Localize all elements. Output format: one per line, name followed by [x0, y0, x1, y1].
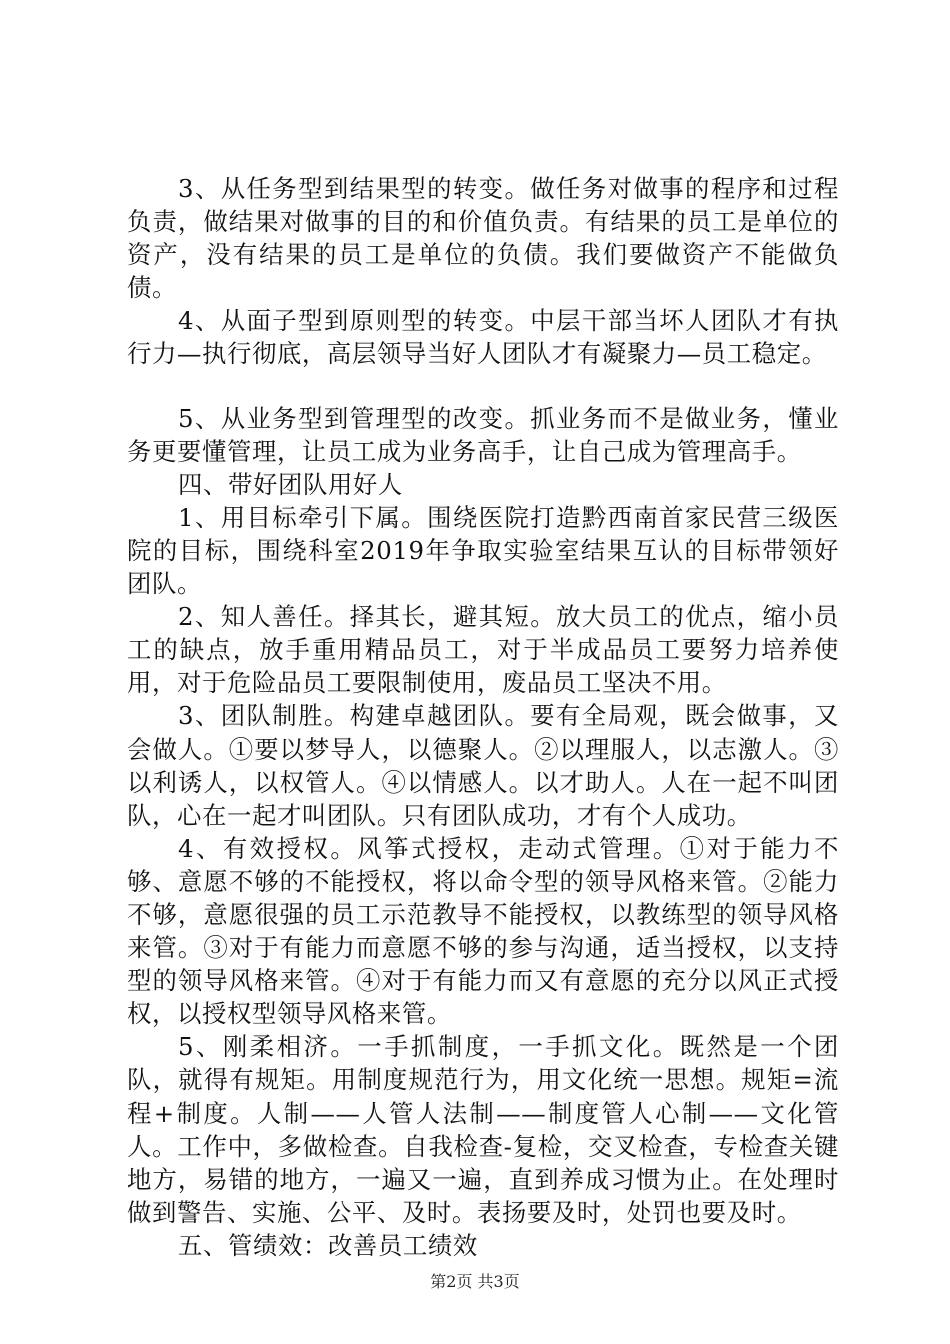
paragraph-principle-oriented: 4、从面子型到原则型的转变。中层干部当坏人团队才有执行力—执行彻底，高层领导当好人团队才有凝聚力—员工稳定。 [127, 306, 839, 369]
paragraph-management-oriented: 5、从业务型到管理型的改变。抓业务而不是做业务，懂业务更要懂管理，让员工成为业务高手，让自己成为管理高手。 [127, 403, 839, 466]
document-body [127, 172, 839, 1262]
paragraph-team-win: 3、团队制胜。构建卓越团队。要有全局观，既会做事，又会做人。①要以梦导人，以德聚人。②以理服人，以志激人。③以利诱人，以权管人。④以情感人。以才助人。人在一起不叫团队，心在一起才叫团队。只有团队成功，才有个人成功。 [127, 701, 839, 830]
page-footer [0, 1272, 950, 1292]
paragraph-goal-leading: 1、用目标牵引下属。围绕医院打造黔西南首家民营三级医院的目标，围绕科室2019年争取实验室结果互认的目标带领好团队。 [127, 502, 839, 599]
paragraph-firm-and-soft: 5、刚柔相济。一手抓制度，一手抓文化。既然是一个团队，就得有规矩。用制度规范行为，用文化统一思想。规矩=流程+制度。人制——人管人法制——制度管人心制——文化管人。工作中，多做检查。自我检查-复检，交叉检查，专检查关键地方，易错的地方，一遍又一遍，直到养成习惯为止。在处理时做到警告、实施、公平、及时。表扬要及时，处罚也要及时。 [127, 1032, 839, 1227]
paragraph-know-people: 2、知人善任。择其长，避其短。放大员工的优点，缩小员工的缺点，放手重用精品员工，对于半成品员工要努力培养使用，对于危险品员工要限制使用，废品员工坚决不用。 [127, 602, 839, 698]
page-number-label: 第2页 共3页 [430, 1272, 520, 1291]
paragraph-delegation: 4、有效授权。风筝式授权，走动式管理。①对于能力不够、意愿不够的不能授权，将以命令型的领导风格来管。②能力不够，意愿很强的员工示范教导不能授权，以教练型的领导风格来管。③对于有能力而意愿不够的参与沟通，适当授权，以支持型的领导风格来管。④对于有能力而又有意愿的充分以风正式授权，以授权型领导风格来管。 [127, 833, 839, 1029]
section-heading-performance: 五、管绩效：改善员工绩效 [178, 1230, 478, 1260]
section-heading-team: 四、带好团队用好人 [178, 469, 403, 499]
paragraph-results-oriented: 3、从任务型到结果型的转变。做任务对做事的程序和过程负责，做结果对做事的目的和价值负责。有结果的员工是单位的资产，没有结果的员工是单位的负债。我们要做资产不能做负债。 [127, 174, 839, 303]
